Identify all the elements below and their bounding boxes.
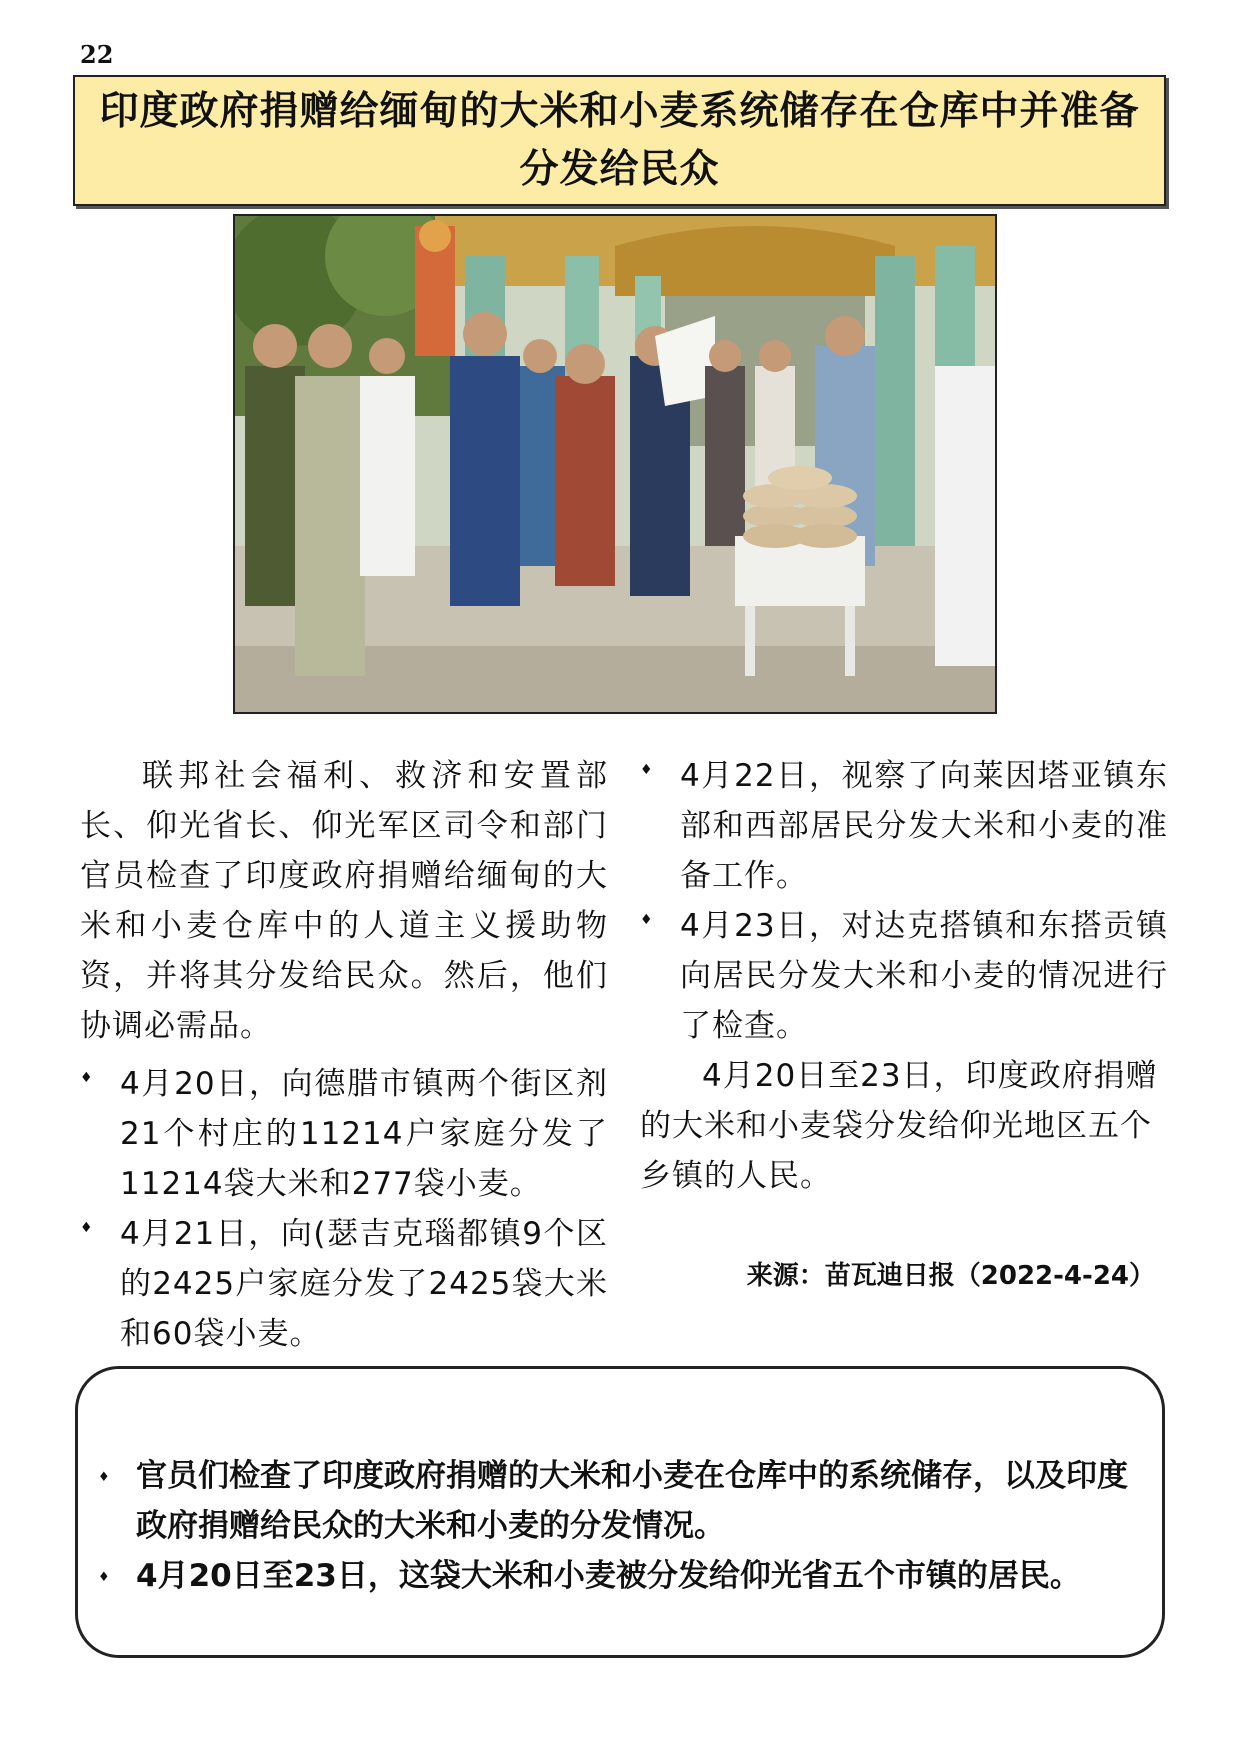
key-points-box bbox=[75, 1366, 1165, 1658]
summary-paragraph: 4月20日至23日，印度政府捐赠的大米和小麦袋分发给仰光地区五个乡镇的人民。 bbox=[640, 1058, 1158, 1194]
article-title: 印度政府捐赠给缅甸的大米和小麦系统储存在仓库中并准备分发给民众 bbox=[99, 88, 1140, 192]
bullet-item: ♦ 4月21日，向(瑟吉克瑙都镇9个区的2425户家庭分发了2425袋大米和60袋小麦。 bbox=[80, 1209, 608, 1359]
left-bullet-list bbox=[80, 1059, 608, 1359]
intro-paragraph: 联邦社会福利、救济和安置部长、仰光省长、仰光军区司令和部门官员检查了印度政府捐赠给缅甸的大米和小麦仓库中的人道主义援助物资，并将其分发给民众。然后，他们协调必需品。 bbox=[80, 758, 608, 1044]
bullet-item: ♦ 4月23日，对达克搭镇和东搭贡镇向居民分发大米和小麦的情况进行了检查。 bbox=[640, 901, 1168, 1051]
right-column bbox=[640, 751, 1168, 1201]
source-citation: 来源：苗瓦迪日报（2022-4-24） bbox=[746, 1261, 1155, 1291]
article-photo bbox=[233, 214, 997, 714]
key-point-item: ♦ 4月20日至23日，这袋大米和小麦被分发给仰光省五个市镇的居民。 bbox=[98, 1551, 1143, 1601]
right-bullet-list bbox=[640, 751, 1168, 1051]
bullet-item: ♦ 4月20日，向德腊市镇两个街区剂21个村庄的11214户家庭分发了11214袋大米和277袋小麦。 bbox=[80, 1059, 608, 1209]
photo-illustration bbox=[235, 216, 995, 712]
title-banner bbox=[73, 75, 1166, 206]
page-number: 22 bbox=[80, 40, 114, 69]
bullet-item: ♦ 4月22日，视察了向莱因塔亚镇东部和西部居民分发大米和小麦的准备工作。 bbox=[640, 751, 1168, 901]
key-point-item: ♦ 官员们检查了印度政府捐赠的大米和小麦在仓库中的系统储存，以及印度政府捐赠给民众的大米和小麦的分发情况。 bbox=[98, 1451, 1143, 1551]
key-points-list bbox=[98, 1451, 1143, 1601]
left-column bbox=[80, 751, 608, 1359]
